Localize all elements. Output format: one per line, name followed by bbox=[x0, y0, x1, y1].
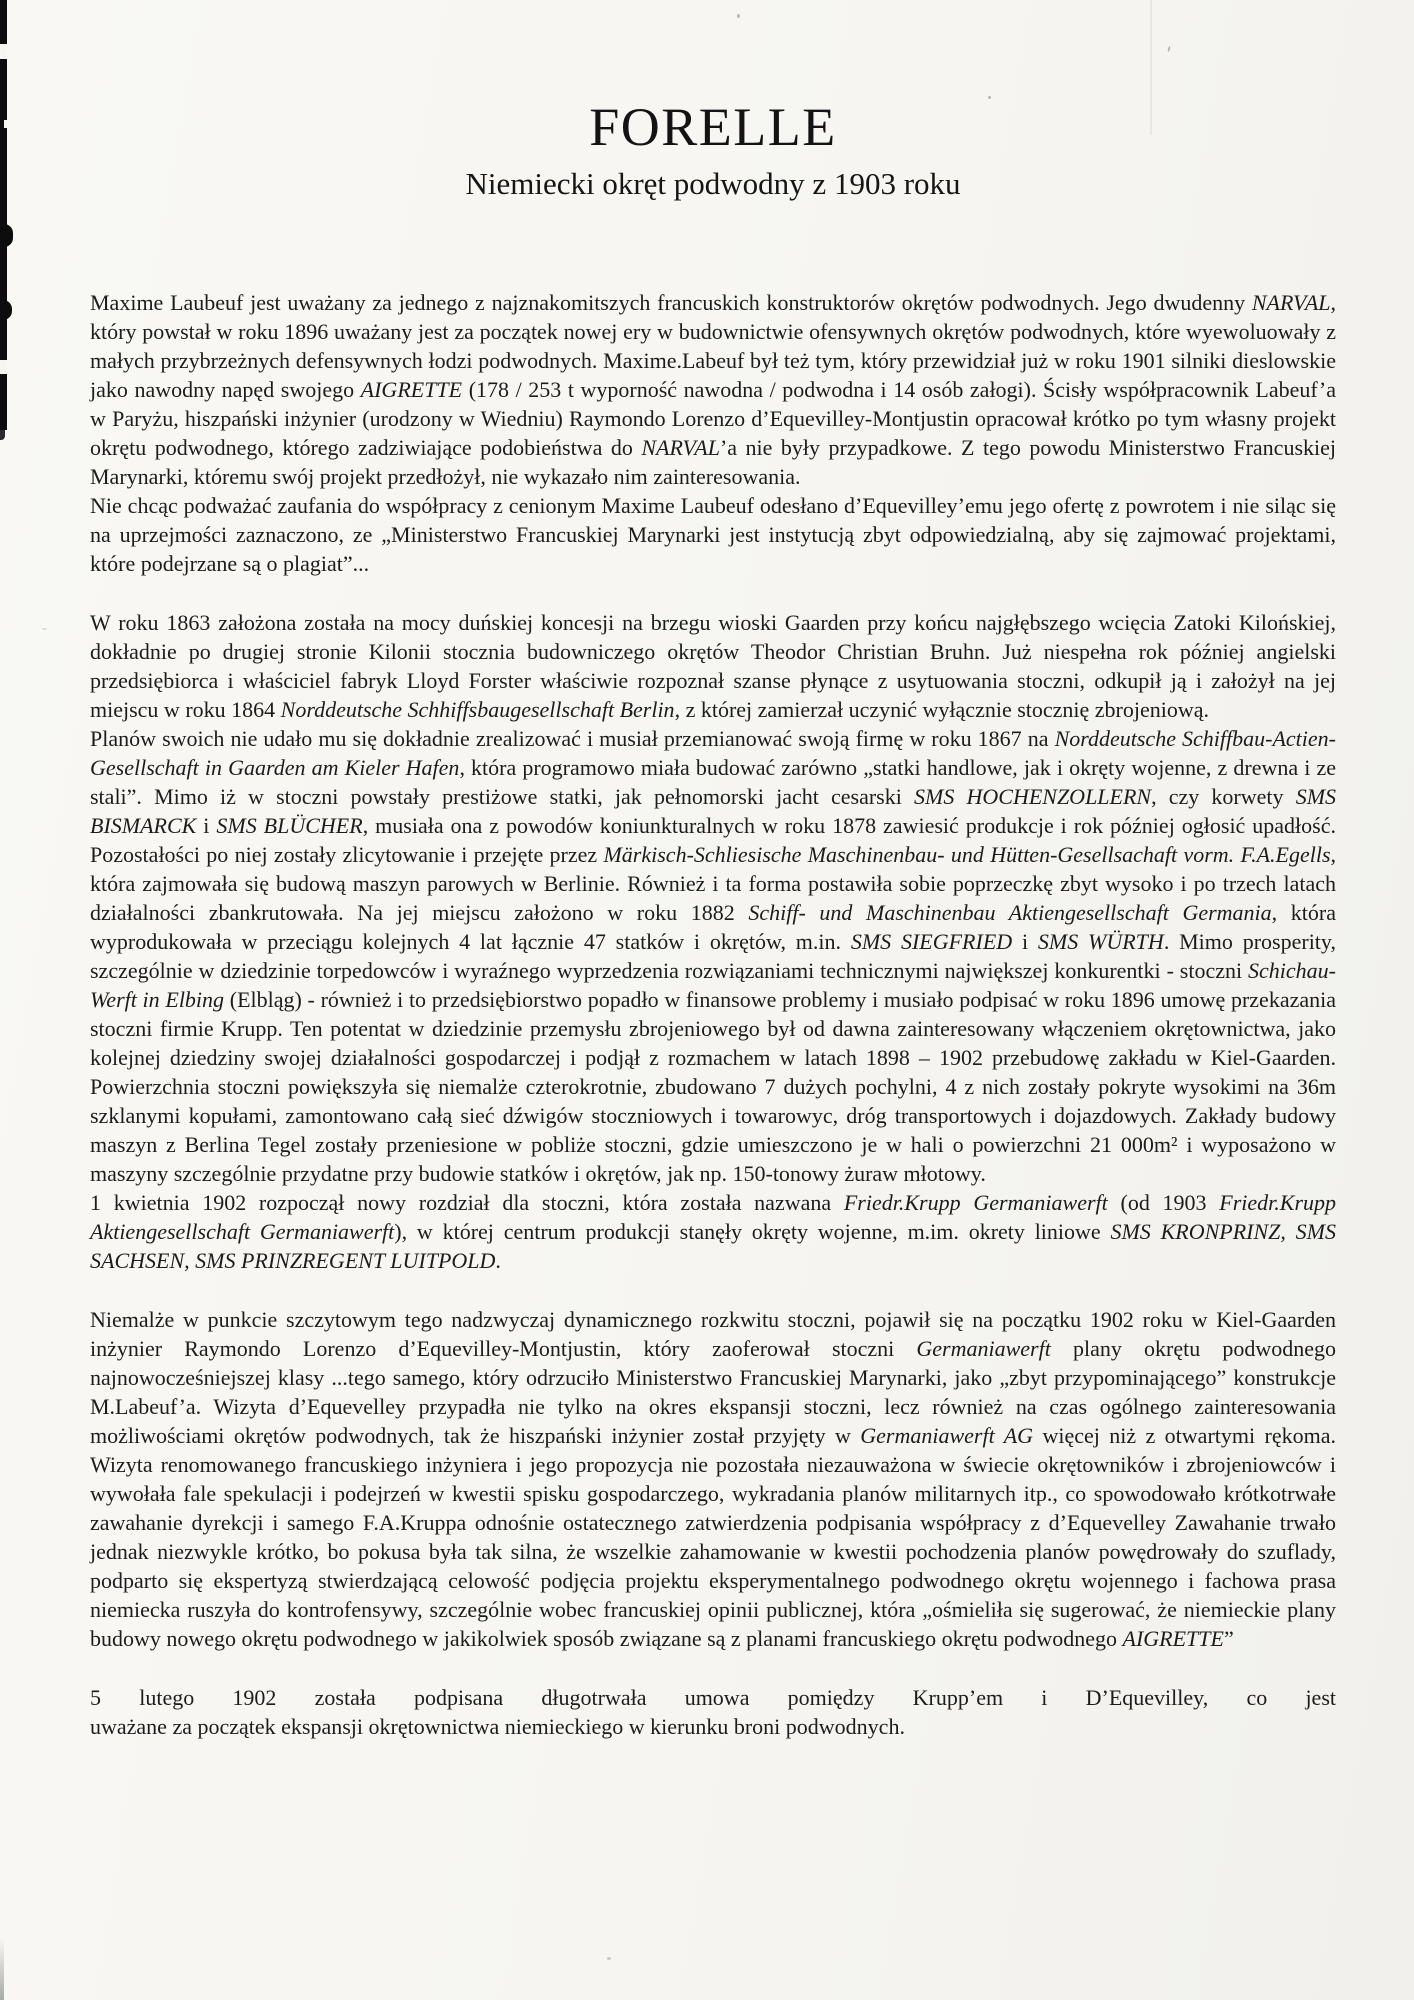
text-run: ), w której centrum produkcji stanęły okręty wojenne, m.im. okrety liniowe bbox=[394, 1219, 1111, 1244]
text-run: (178 / 253 t wyporność nawodna / podwodna i 14 osób załogi). Ścisły współpracownik Labeuf’a w Paryżu, hiszpański inżynier (urodzony w Wiedniu) Raymondo Lorenzo d’Equevilley-Montjustin opracował krótko po tym własny projekt okrętu podwodnego, którego zadziwiające podobieństwa do bbox=[90, 377, 1337, 460]
paragraph bbox=[90, 1188, 1336, 1275]
italic-text-run: Märkisch-Schliesische Maschinenbau- und Hütten-Gesellsachaft vorm. F.A.Egells bbox=[603, 842, 1331, 867]
scan-edge-blot bbox=[0, 300, 12, 320]
italic-text-run: Schiff- und Maschinenbau Aktiengesellschaft Germania bbox=[748, 900, 1272, 925]
scan-speck bbox=[1167, 46, 1170, 52]
text-run: , która zajmowała się budową maszyn parowych w Berlinie. Również i ta forma postawiła sobie poprzeczkę zbyt wysoko i po trzech latach działalności zbankrutowała. Na jej miejscu założono w roku 1882 bbox=[90, 842, 1337, 925]
text-run: plany okrętu podwodnego najnowocześniejszej klasy ...tego samego, który odrzuciło Ministerstwo Francuskiej Marynarki, jako „zbyt przypominającego” konstrukcje M.Labeuf’a. Wizyta d’Equevelley przypadła nie tylko na okres ekspansji stoczni, lecz również na czas ogólnego zainteresowania możliwościami okrętów podwodnych, tak że hiszpański inżynier został przyjęty w bbox=[90, 1336, 1337, 1448]
text-run: W roku 1863 założona została na mocy duńskiej koncesji na brzegu wioski Gaarden przy końcu najgłębszego wcięcia Zatoki Kilońskiej, dokładnie po drugiej stronie Kilonii stocznia budowniczego okrętów Theodor Christian Bruhn. Już niespełna rok później angielski przedsiębiorca i właściciel fabryk Lloyd Forster właściwie rozpoznał szanse płynące z usytuowania stoczni, odkupił ją i założył na jej miejscu w roku 1864 bbox=[90, 610, 1336, 722]
paragraph bbox=[90, 724, 1336, 1188]
paragraph bbox=[90, 288, 1336, 491]
text-run: (Elbląg) - również i to przedsiębiorstwo popadło w finansowe problemy i musiało podpisać w roku 1896 umowę przekazania stoczni firmie Krupp. Ten potentat w dziedzinie przemysłu zbrojeniowego był od dawna zainteresowany włączeniem okrętownictwa, jako kolejnej dziedziny swojej działalności gospodarczej i podjął z rozmachem w latach 1898 – 1902 przebudowę zakładu w Kiel-Gaarden. Powierzchnia stoczni powiększyła się niemalże czterokrotnie, zbudowano 7 dużych pochylni, 4 z nich zostały pokryte wysokimi na 36m szklanymi kopułami, zamontowano całą sieć dźwigów stoczniowych i towarowyc, dróg transportowych i dojazdowych. Zakłady budowy maszyn z Berlina Tegel zostały przeniesione w pobliże stoczni, gdzie umieszczono je w hali o powierzchni 21 000m² i wyposażono w maszyny szczególnie przydatne przy budowie statków i okrętów, jak np. 150-tonowy żuraw młotowy. bbox=[90, 987, 1336, 1186]
italic-text-run: SMS SIEGFRIED bbox=[850, 929, 1013, 954]
text-run: Planów swoich nie udało mu się dokładnie zrealizować i musiał przemianować swoją firmę w roku 1867 na bbox=[90, 726, 1055, 751]
italic-text-run: Norddeutsche Schiffbau-Actien-Gesellschaft in Gaarden am Kieler Hafen bbox=[90, 726, 1336, 780]
text-run: . bbox=[495, 1248, 501, 1273]
italic-text-run: SMS WÜRTH bbox=[1037, 929, 1164, 954]
italic-text-run: AIGRETTE bbox=[1122, 1626, 1224, 1651]
text-run: , który powstał w roku 1896 uważany jest za początek nowej ery w budownictwie ofensywnych okrętów podwodnych, które wyewoluowały z małych przybrzeżnych defensywnych łodzi podwodnych. Maxime.Labeuf był też tym, który przewidział już w roku 1901 silniki dieslowskie jako nawodny napęd swojego bbox=[90, 290, 1336, 402]
text-run: i bbox=[1012, 929, 1038, 954]
italic-text-run: Germaniawerft AG bbox=[860, 1423, 1034, 1448]
paragraph bbox=[90, 1712, 1336, 1741]
italic-text-run: SMS HOCHENZOLLERN bbox=[914, 784, 1152, 809]
text-run: Niemalże w punkcie szczytowym tego nadzwyczaj dynamicznego rozkwitu stoczni, pojawił się na początku 1902 roku w Kiel-Gaarden inżynier Raymondo Lorenzo d’Equevilley-Montjustin, który zaoferował stoczni bbox=[90, 1307, 1336, 1361]
italic-text-run: Friedr.Krupp Germaniawerft bbox=[843, 1190, 1108, 1215]
scan-speck bbox=[42, 628, 47, 630]
text-run: 1 kwietnia 1902 rozpoczął nowy rozdział dla stoczni, która została nazwana bbox=[90, 1190, 844, 1215]
document-body bbox=[90, 288, 1336, 1741]
text-run: Nie chcąc podważać zaufania do współpracy z cenionym Maxime Laubeuf odesłano d’Equevilley’emu jego ofertę z powrotem i nie siląc się na uprzejmości zaznaczono, ze „Ministerstwo Francuskiej Marynarki jest instytucją zbyt odpowiedzialną, aby się zajmować projektami, które podejrzane są o plagiat”... bbox=[90, 493, 1336, 576]
page-subtitle: Niemiecki okręt podwodny z 1903 roku bbox=[465, 166, 961, 201]
italic-text-run: SMS KRONPRINZ, SMS SACHSEN, SMS PRINZREGENT LUITPOLD bbox=[90, 1219, 1336, 1273]
scan-edge-notch bbox=[0, 360, 7, 374]
text-run: , która wyprodukowała w przeciągu kolejnych 4 lat łącznie 47 statków i okrętów, m.in. bbox=[90, 900, 1336, 954]
scan-speck bbox=[607, 1957, 611, 1960]
text-run: uważane za początek ekspansji okrętownictwa niemieckiego w kierunku broni podwodnych. bbox=[90, 1714, 905, 1739]
italic-text-run: SMS BISMARCK bbox=[90, 784, 1337, 838]
text-run: i bbox=[196, 813, 217, 838]
scan-edge-notch bbox=[4, 120, 7, 128]
document-content bbox=[90, 96, 1336, 1741]
text-run: ” bbox=[1223, 1626, 1234, 1651]
scan-edge-blot bbox=[0, 430, 5, 440]
paragraph bbox=[90, 608, 1336, 724]
text-run: (od 1903 bbox=[1107, 1190, 1220, 1215]
italic-text-run: Schichau-Werft in Elbing bbox=[90, 958, 1336, 1012]
paragraph bbox=[90, 1683, 1336, 1712]
text-run: , która programowo miała budować zarówno „statki handlowe, jak i okręty wojenne, z drewna i ze stali”. Mimo iż w stoczni powstały prestiżowe statki, jak pełnomorski jacht cesarski bbox=[90, 755, 1336, 809]
text-run: ’a nie były przypadkowe. Z tego powodu Ministerstwo Francuskiej Marynarki, któremu swój projekt przedłożył, nie wykazało nim zainteresowania. bbox=[90, 435, 1336, 489]
italic-text-run: NARVAL bbox=[641, 435, 720, 460]
text-run: więcej niż z otwartymi rękoma. Wizyta renomowanego francuskiego inżyniera i jego propozycja nie pozostała niezauważona w świecie okrętowników i zbrojeniowców i wywołała fale spekulacji i podejrzeń w kwestii spisku gospodarczego, wykradania planów militarnych itp., co spowodowało krótkotrwałe zawahanie dyrekcji i samego F.A.Kruppa odnośnie ostatecznego zatwierdzenia podpisania współpracy z d’Equevelley Zawahanie trwało jednak niezwykle krótko, bo pokusa była tak silna, że wszelkie zahamowanie w kwestii pochodzenia planów powędrowały do szuflady, podparto się ekspertyzą stwierdzającą celowość podjęcia projektu eksperymentalnego podwodnego okrętu wojennego i fachowa prasa niemiecka ruszyła do kontrofensywy, szczególnie wobec francuskiej opinii publicznej, która „ośmieliła się sugerować, że niemieckie plany budowy nowego okrętu podwodnego w jakikolwiek sposób związane są z planami francuskiego okrętu podwodnego bbox=[90, 1423, 1336, 1651]
italic-text-run: NARVAL bbox=[1251, 290, 1331, 315]
page-title: FORELLE bbox=[589, 97, 837, 157]
text-run: Maxime Laubeuf jest uważany za jednego z najznakomitszych francuskich konstruktorów okrętów podwodnych. Jego dwudenny bbox=[90, 290, 1252, 315]
text-run: 5 lutego 1902 została podpisana długotrwała umowa pomiędzy Krupp’em i D’Equevilley, co jest bbox=[90, 1685, 1336, 1710]
text-run: , czy korwety bbox=[1151, 784, 1296, 809]
italic-text-run: Friedr.Krupp Aktiengesellschaft Germaniawerft bbox=[90, 1190, 1337, 1244]
italic-text-run: SMS BLÜCHER bbox=[216, 813, 363, 838]
scan-corner-smudge bbox=[0, 1938, 4, 2000]
text-run: , z której zamierzał uczynić wyłącznie stocznię zbrojeniową. bbox=[674, 697, 1210, 722]
italic-text-run: Norddeutsche Schhiffsbaugesellschaft Berlin bbox=[280, 697, 675, 722]
text-run: , musiała ona z powodów koniunkturalnych w roku 1878 zawiesić produkcje i rok później ogłosić upadłość. Pozostałości po niej zostały zlicytowanie i przejęte przez bbox=[90, 813, 1336, 867]
scan-speck bbox=[737, 14, 740, 18]
scan-edge-blot bbox=[0, 224, 13, 247]
italic-text-run: AIGRETTE bbox=[360, 377, 463, 402]
paragraph bbox=[90, 1305, 1336, 1653]
text-run: . Mimo prosperity, szczególnie w dziedzinie torpedowców i wyraźnego wyprzedzenia rozwiązaniami technicznymi największej konkurentki - stoczni bbox=[90, 929, 1336, 983]
italic-text-run: Germaniawerft bbox=[916, 1336, 1051, 1361]
paragraph bbox=[90, 491, 1336, 578]
scan-edge-notch bbox=[0, 44, 7, 59]
